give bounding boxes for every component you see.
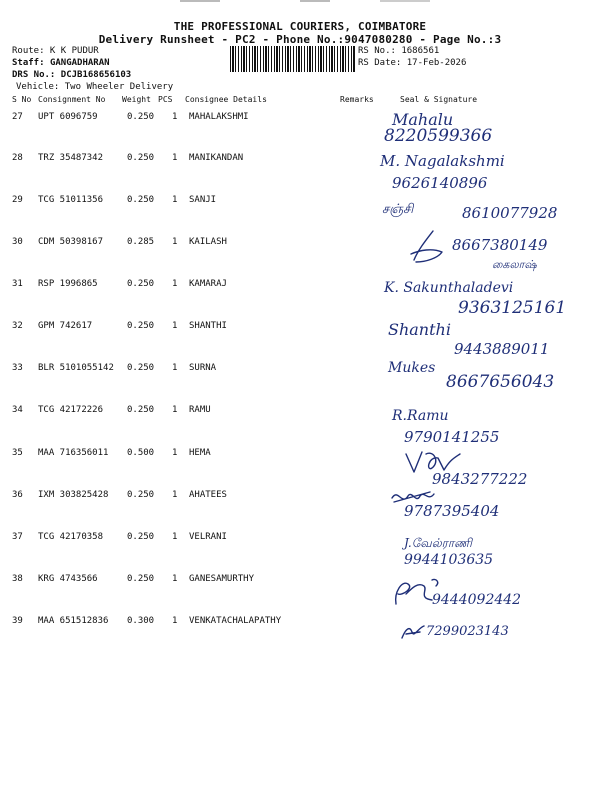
row-weight: 0.285 bbox=[127, 237, 155, 247]
row-weight: 0.250 bbox=[127, 490, 155, 500]
table-row bbox=[0, 448, 600, 462]
col-pcs: PCS bbox=[158, 95, 173, 104]
row-sno: 39 bbox=[12, 616, 23, 626]
signature-phone-29: 8610077928 bbox=[462, 204, 558, 222]
table-row bbox=[0, 574, 600, 588]
row-pcs: 1 bbox=[172, 237, 178, 247]
signature-phone-34: 9790141255 bbox=[404, 428, 500, 446]
row-consignee: MANIKANDAN bbox=[189, 153, 244, 163]
row-consignee: AHATEES bbox=[189, 490, 227, 500]
signature-phone-28: 9626140896 bbox=[392, 174, 488, 192]
row-weight: 0.250 bbox=[127, 405, 155, 415]
row-sno: 35 bbox=[12, 448, 23, 458]
row-sno: 34 bbox=[12, 405, 23, 415]
signature-phone-27: 8220599366 bbox=[384, 126, 493, 146]
row-consignee: KAMARAJ bbox=[189, 279, 227, 289]
signature-37: J.வேல்ராணி bbox=[404, 536, 472, 550]
drs-value: DCJB168656103 bbox=[60, 70, 132, 80]
row-consignment: TRZ 35487342 bbox=[38, 153, 104, 163]
row-sno: 31 bbox=[12, 279, 23, 289]
row-consignee: GANESAMURTHY bbox=[189, 574, 255, 584]
row-consignment: TCG 42172226 bbox=[38, 405, 104, 415]
col-seal-signature: Seal & Signature bbox=[400, 95, 478, 104]
table-row bbox=[0, 321, 600, 335]
vehicle-label: Vehicle: Two Wheeler Delivery bbox=[16, 82, 174, 92]
runsheet-subtitle: Delivery Runsheet - PC2 - Phone No.:9047080280 - Page No.:3 bbox=[98, 33, 502, 46]
rs-number: RS No.: 1686561 bbox=[358, 46, 440, 56]
row-weight: 0.300 bbox=[127, 616, 155, 626]
row-weight: 0.250 bbox=[127, 532, 155, 542]
row-pcs: 1 bbox=[172, 363, 178, 373]
row-consignment: MAA 651512836 bbox=[38, 616, 109, 626]
signature-30: கைலாஷ் bbox=[492, 258, 537, 271]
signature-phone-38: 9444092442 bbox=[432, 592, 522, 608]
row-weight: 0.250 bbox=[127, 195, 155, 205]
staff-line bbox=[12, 58, 110, 68]
row-pcs: 1 bbox=[172, 321, 178, 331]
staff-label: Staff: bbox=[12, 58, 45, 68]
signature-phone-31: 9363125161 bbox=[458, 298, 567, 318]
table-row bbox=[0, 532, 600, 546]
scan-edge-noise bbox=[0, 0, 600, 8]
staff-value: GANGADHARAN bbox=[49, 58, 110, 68]
signature-phone-30: 8667380149 bbox=[452, 236, 548, 254]
col-remarks: Remarks bbox=[340, 95, 374, 104]
rs-date: RS Date: 17-Feb-2026 bbox=[358, 58, 467, 68]
col-weight: Weight bbox=[122, 95, 151, 104]
row-pcs: 1 bbox=[172, 490, 178, 500]
row-sno: 33 bbox=[12, 363, 23, 373]
signature-27: Mahalu bbox=[392, 110, 454, 129]
row-consignment: CDM 50398167 bbox=[38, 237, 104, 247]
row-pcs: 1 bbox=[172, 574, 178, 584]
row-consignment: TCG 51011356 bbox=[38, 195, 104, 205]
row-pcs: 1 bbox=[172, 532, 178, 542]
signature-33: Mukes bbox=[388, 360, 436, 376]
row-consignment: GPM 742617 bbox=[38, 321, 93, 331]
drs-label: DRS No.: bbox=[12, 70, 56, 80]
signature-34: R.Ramu bbox=[392, 408, 449, 424]
row-consignment: BLR 5101055142 bbox=[38, 363, 114, 373]
row-sno: 28 bbox=[12, 153, 23, 163]
barcode bbox=[230, 46, 355, 72]
signature-30-mark bbox=[408, 228, 448, 266]
signature-39-mark bbox=[400, 622, 426, 642]
table-row bbox=[0, 616, 600, 630]
row-consignment: KRG 4743566 bbox=[38, 574, 98, 584]
drs-line bbox=[12, 70, 131, 80]
row-consignee: VENKATACHALAPATHY bbox=[189, 616, 282, 626]
company-title: THE PROFESSIONAL COURIERS, COIMBATORE bbox=[173, 20, 427, 33]
signature-phone-32: 9443889011 bbox=[454, 340, 550, 358]
table-row bbox=[0, 405, 600, 419]
row-consignment: MAA 716356011 bbox=[38, 448, 109, 458]
row-sno: 37 bbox=[12, 532, 23, 542]
signature-phone-33: 8667656043 bbox=[446, 372, 555, 392]
row-pcs: 1 bbox=[172, 448, 178, 458]
row-consignee: SHANTHI bbox=[189, 321, 227, 331]
row-weight: 0.250 bbox=[127, 153, 155, 163]
signature-31: K. Sakunthaladevi bbox=[384, 280, 514, 296]
row-weight: 0.250 bbox=[127, 279, 155, 289]
signature-28: M. Nagalakshmi bbox=[380, 152, 505, 170]
row-weight: 0.250 bbox=[127, 321, 155, 331]
table-row bbox=[0, 153, 600, 167]
signature-phone-37: 9944103635 bbox=[404, 552, 494, 568]
route-label: Route: K K PUDUR bbox=[12, 46, 99, 56]
row-weight: 0.250 bbox=[127, 363, 155, 373]
signature-phone-39: 7299023143 bbox=[426, 624, 509, 639]
row-weight: 0.250 bbox=[127, 574, 155, 584]
row-sno: 38 bbox=[12, 574, 23, 584]
row-sno: 36 bbox=[12, 490, 23, 500]
row-consignee: SANJI bbox=[189, 195, 217, 205]
row-consignee: HEMA bbox=[189, 448, 211, 458]
col-consignee: Consignee Details bbox=[185, 95, 267, 104]
row-pcs: 1 bbox=[172, 279, 178, 289]
row-pcs: 1 bbox=[172, 405, 178, 415]
row-pcs: 1 bbox=[172, 153, 178, 163]
row-pcs: 1 bbox=[172, 616, 178, 626]
row-consignment: TCG 42170358 bbox=[38, 532, 104, 542]
row-sno: 29 bbox=[12, 195, 23, 205]
row-sno: 30 bbox=[12, 237, 23, 247]
table-row bbox=[0, 490, 600, 504]
signature-32: Shanthi bbox=[388, 320, 451, 339]
row-pcs: 1 bbox=[172, 195, 178, 205]
row-consignee: MAHALAKSHMI bbox=[189, 112, 249, 122]
row-consignment: IXM 303825428 bbox=[38, 490, 109, 500]
row-sno: 27 bbox=[12, 112, 23, 122]
row-consignment: RSP 1996865 bbox=[38, 279, 98, 289]
col-consignment: Consignment No bbox=[38, 95, 106, 104]
row-sno: 32 bbox=[12, 321, 23, 331]
signature-29: சஞ்சி bbox=[382, 202, 414, 217]
table-row bbox=[0, 112, 600, 126]
row-consignee: VELRANI bbox=[189, 532, 227, 542]
row-consignment: UPT 6096759 bbox=[38, 112, 98, 122]
row-consignee: SURNA bbox=[189, 363, 217, 373]
col-sno: S No bbox=[12, 95, 32, 104]
row-consignee: KAILASH bbox=[189, 237, 227, 247]
signature-phone-36: 9787395404 bbox=[404, 502, 500, 520]
signature-phone-35: 9843277222 bbox=[432, 470, 528, 488]
row-weight: 0.250 bbox=[127, 112, 155, 122]
row-consignee: RAMU bbox=[189, 405, 211, 415]
row-pcs: 1 bbox=[172, 112, 178, 122]
row-weight: 0.500 bbox=[127, 448, 155, 458]
